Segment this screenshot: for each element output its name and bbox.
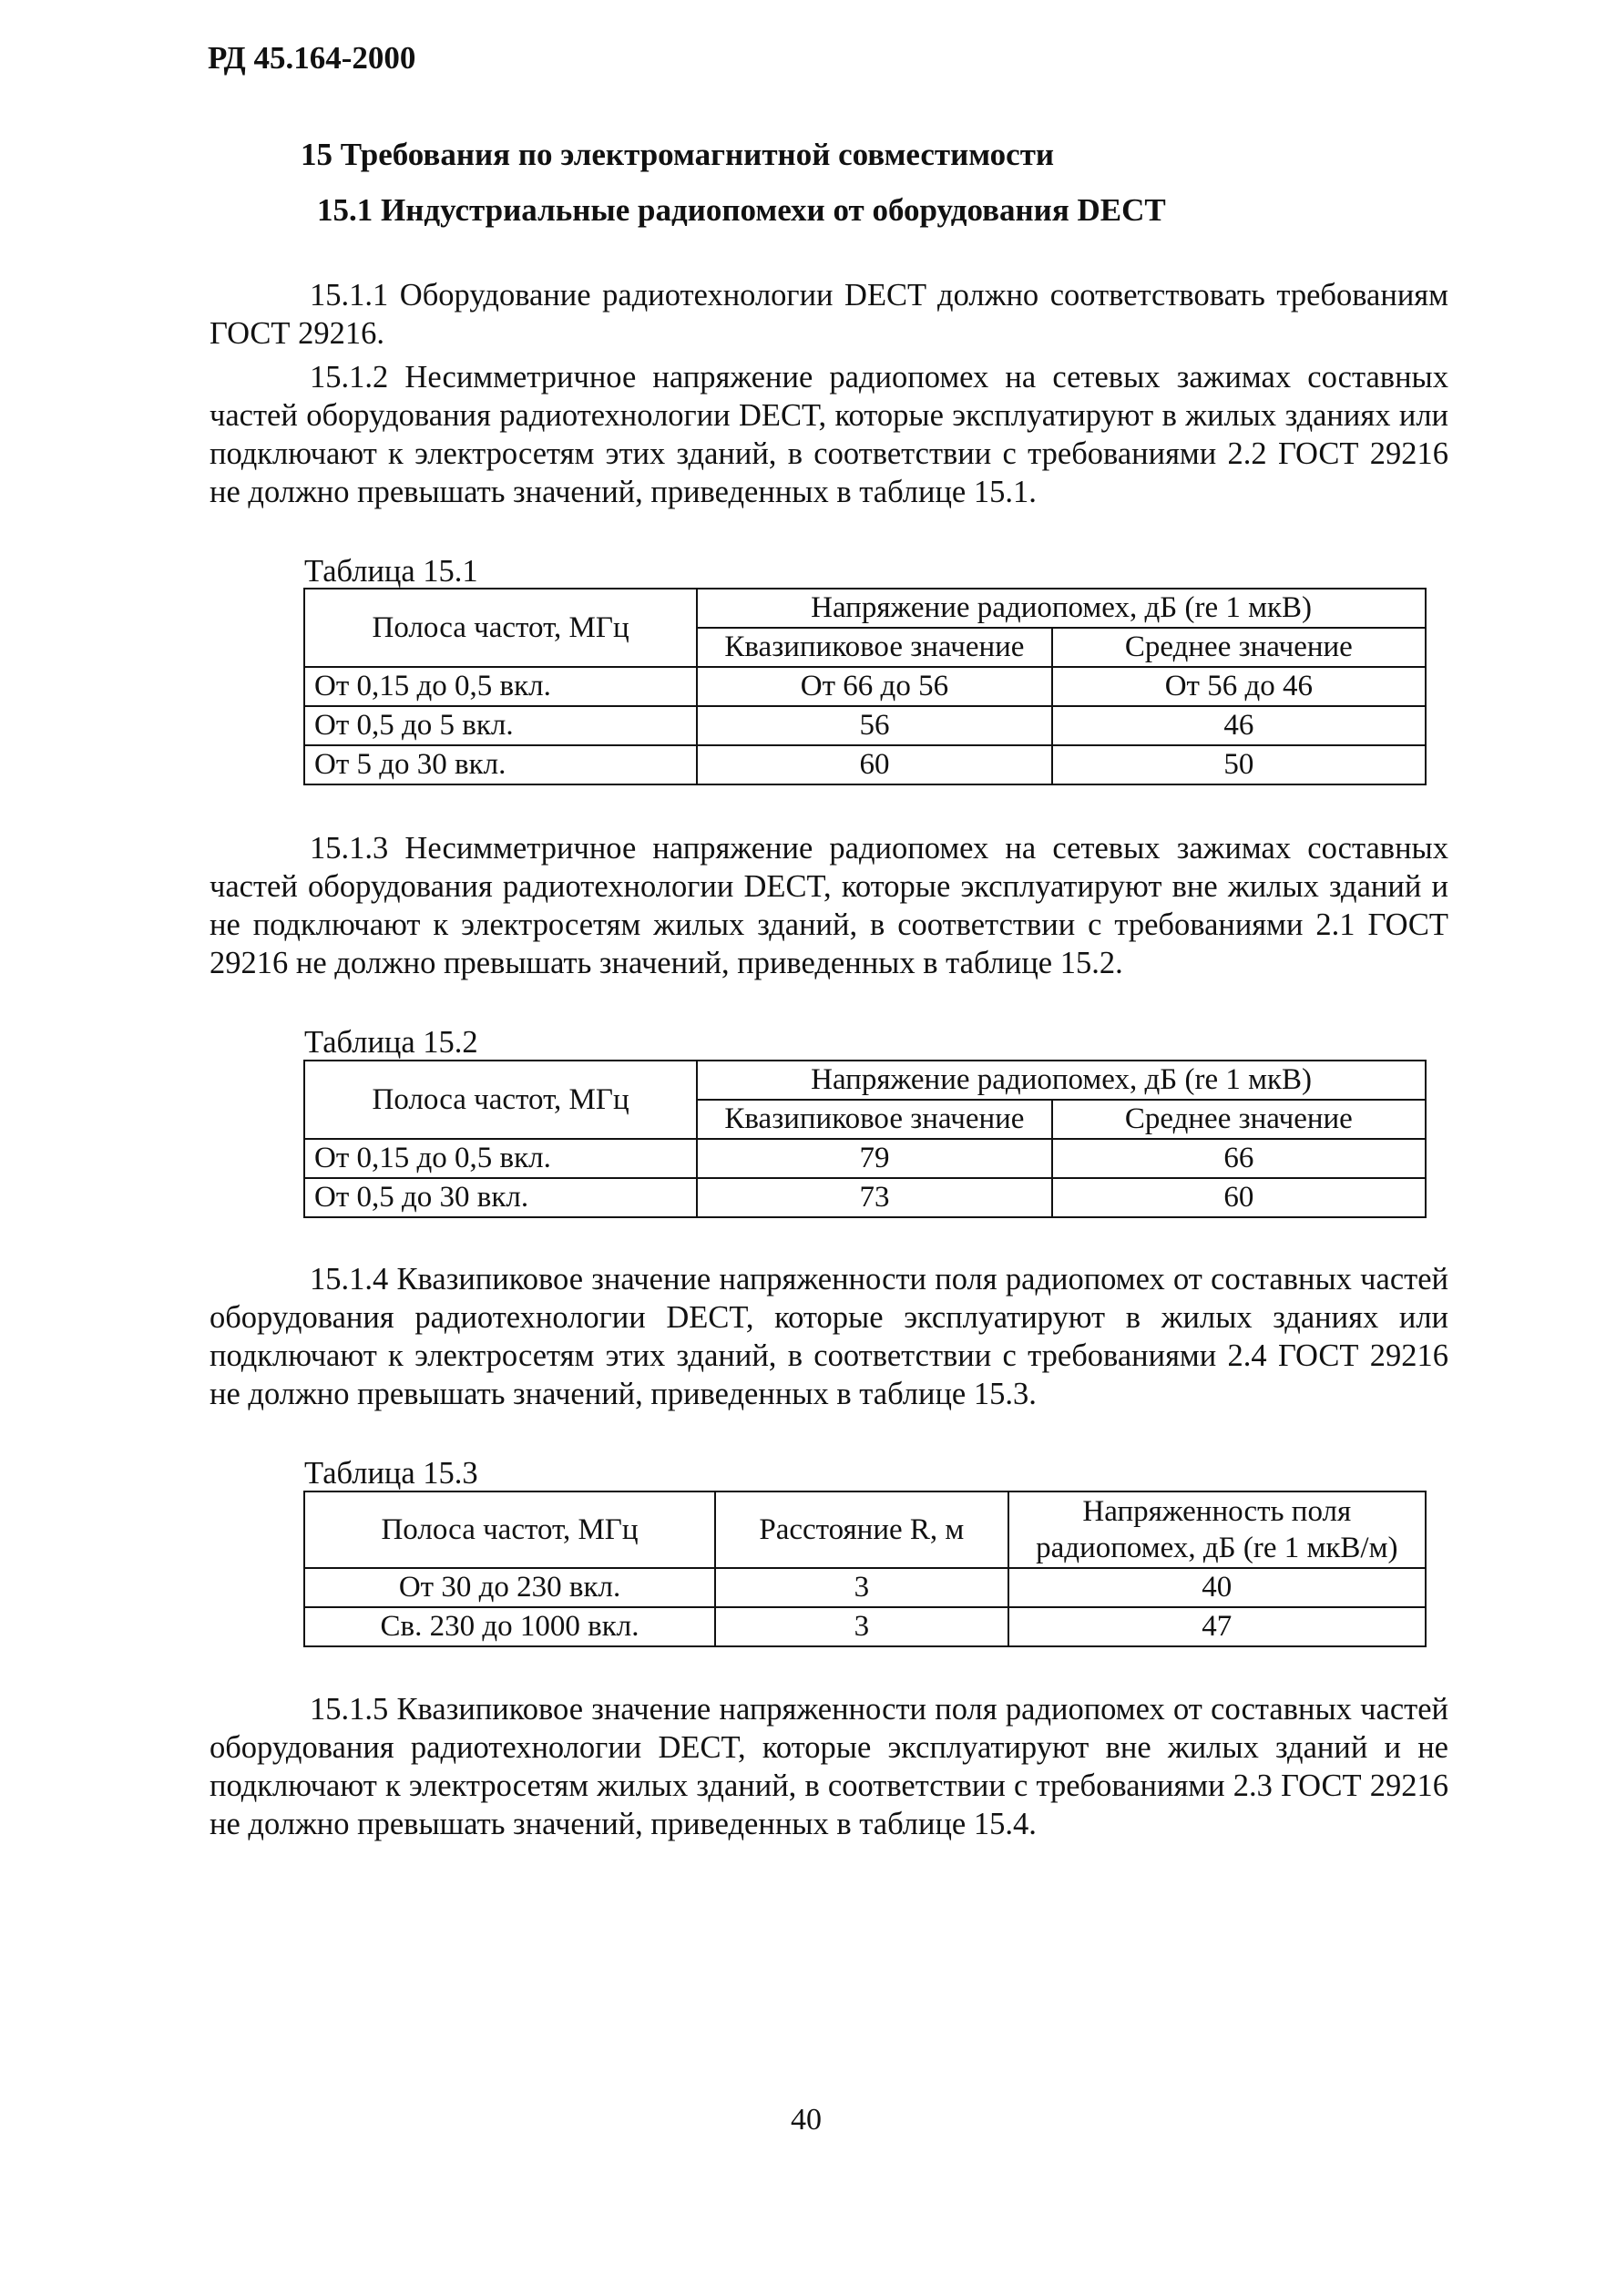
cell-field: 47	[1008, 1607, 1426, 1646]
cell-qp: 56	[697, 706, 1052, 745]
header-qp: Квазипиковое значение	[697, 628, 1052, 667]
table-caption-15-3: Таблица 15.3	[304, 1456, 478, 1491]
header-group: Напряжение радиопомех, дБ (re 1 мкВ)	[697, 589, 1426, 628]
cell-distance: 3	[715, 1568, 1008, 1607]
document-code: РД 45.164-2000	[208, 40, 416, 76]
section-heading: 15 Требования по электромагнитной совместимости	[301, 137, 1055, 172]
paragraph-15-1-3: 15.1.3 Несимметричное напряжение радиопомех на сетевых зажимах составных частей оборудования радиотехнологии DECT, которые эксплуатируют вне жилых зданий и не подключают к электросетям жилых зданий, в соответствии с требованиями 2.1 ГОСТ 29216 не должно превышать значений, приведенных в таблице 15.2.	[210, 831, 1448, 980]
cell-band: Св. 230 до 1000 вкл.	[304, 1607, 715, 1646]
table-row	[304, 1568, 1426, 1607]
table-row	[304, 1178, 1426, 1217]
header-avg: Среднее значение	[1052, 628, 1426, 667]
table-header-row	[304, 1061, 1426, 1100]
cell-avg: 60	[1052, 1178, 1426, 1217]
paragraph-15-1-4: 15.1.4 Квазипиковое значение напряженности поля радиопомех от составных частей оборудования радиотехнологии DECT, которые эксплуатируют в жилых зданиях или подключают к электросетям этих зданий, в соответствии с требованиями 2.4 ГОСТ 29216 не должно превышать значений, приведенных в таблице 15.3.	[210, 1262, 1448, 1411]
paragraph-15-1-2: 15.1.2 Несимметричное напряжение радиопомех на сетевых зажимах составных частей оборудования радиотехнологии DECT, которые эксплуатируют в жилых зданиях или подключают к электросетям этих зданий, в соответствии с требованиями 2.2 ГОСТ 29216 не должно превышать значений, приведенных в таблице 15.1.	[210, 360, 1448, 509]
header-band: Полоса частот, МГц	[304, 1061, 697, 1139]
header-group: Напряжение радиопомех, дБ (re 1 мкВ)	[697, 1061, 1426, 1100]
cell-band: От 30 до 230 вкл.	[304, 1568, 715, 1607]
cell-field: 40	[1008, 1568, 1426, 1607]
header-avg: Среднее значение	[1052, 1100, 1426, 1139]
cell-band: От 0,5 до 5 вкл.	[304, 706, 697, 745]
table-15-3	[303, 1491, 1427, 1647]
table-row	[304, 667, 1426, 706]
cell-avg: 66	[1052, 1139, 1426, 1178]
table-caption-15-1: Таблица 15.1	[304, 554, 478, 589]
paragraph-15-1-5: 15.1.5 Квазипиковое значение напряженности поля радиопомех от составных частей оборудования радиотехнологии DECT, которые эксплуатируют вне жилых зданий и не подключают к электросетям жилых зданий, в соответствии с требованиями 2.3 ГОСТ 29216 не должно превышать значений, приведенных в таблице 15.4.	[210, 1692, 1448, 1841]
table-row	[304, 1139, 1426, 1178]
cell-band: От 0,5 до 30 вкл.	[304, 1178, 697, 1217]
header-band: Полоса частот, МГц	[304, 589, 697, 667]
cell-distance: 3	[715, 1607, 1008, 1646]
cell-qp: 60	[697, 745, 1052, 784]
table-row	[304, 745, 1426, 784]
table-caption-15-2: Таблица 15.2	[304, 1025, 478, 1060]
table-header-row	[304, 589, 1426, 628]
header-distance: Расстояние R, м	[715, 1491, 1008, 1568]
paragraph-15-1-1: 15.1.1 Оборудование радиотехнологии DECT должно соответствовать требованиям ГОСТ 29216.	[210, 278, 1448, 351]
table-header-row	[304, 1491, 1426, 1568]
table-row	[304, 1607, 1426, 1646]
page-number: 40	[791, 2103, 822, 2137]
cell-band: От 5 до 30 вкл.	[304, 745, 697, 784]
cell-avg: 50	[1052, 745, 1426, 784]
table-15-1	[303, 588, 1427, 785]
subsection-heading: 15.1 Индустриальные радиопомехи от оборудования DECT	[317, 192, 1166, 228]
cell-band: От 0,15 до 0,5 вкл.	[304, 667, 697, 706]
cell-avg: От 56 до 46	[1052, 667, 1426, 706]
cell-qp: От 66 до 56	[697, 667, 1052, 706]
table-row	[304, 706, 1426, 745]
header-band: Полоса частот, МГц	[304, 1491, 715, 1568]
cell-qp: 79	[697, 1139, 1052, 1178]
header-qp: Квазипиковое значение	[697, 1100, 1052, 1139]
cell-qp: 73	[697, 1178, 1052, 1217]
cell-band: От 0,15 до 0,5 вкл.	[304, 1139, 697, 1178]
cell-avg: 46	[1052, 706, 1426, 745]
table-15-2	[303, 1060, 1427, 1218]
header-field-strength: Напряженность поля радиопомех, дБ (re 1 мкВ/м)	[1008, 1491, 1426, 1568]
